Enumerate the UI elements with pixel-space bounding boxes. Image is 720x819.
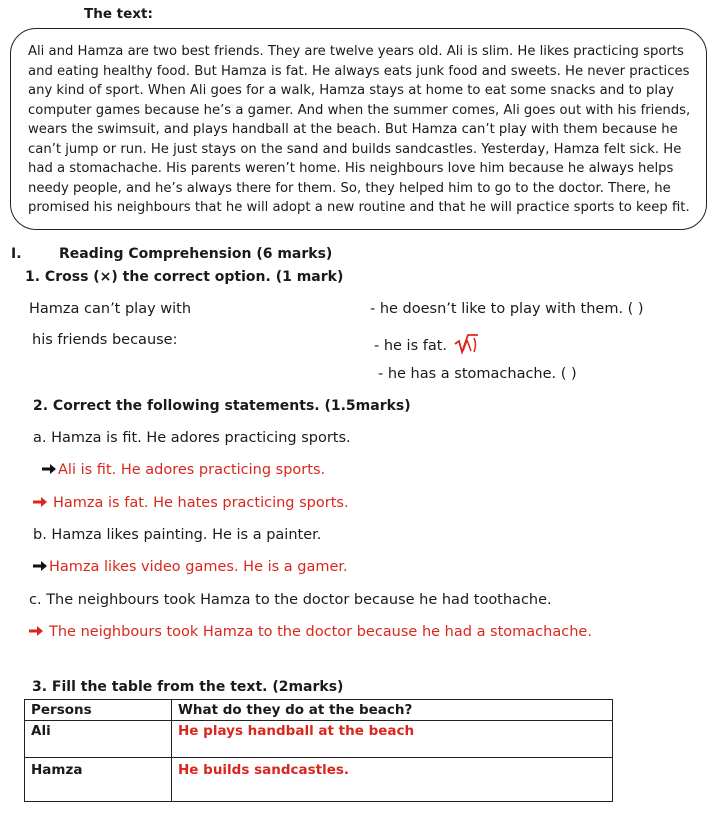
- table-row: [25, 721, 613, 758]
- q2-b-answer-text: Hamza likes video games. He is a gamer.: [49, 559, 348, 575]
- section-title: Reading Comprehension (6 marks): [59, 246, 333, 262]
- q2-a-answer-2-text: Hamza is fat. He hates practicing sports.: [53, 495, 349, 511]
- q1-option-2: [374, 332, 480, 356]
- q3-title: 3. Fill the table from the text. (2marks): [32, 679, 344, 695]
- page-title: The text:: [84, 6, 153, 22]
- q2-c-answer: [29, 624, 592, 640]
- q2-title: 2. Correct the following statements. (1.5marks): [33, 398, 411, 414]
- q2-b-statement: b. Hamza likes painting. He is a painter.: [33, 527, 322, 543]
- reading-passage: Ali and Hamza are two best friends. They are twelve years old. Ali is slim. He likes practicing sports and eating healthy food. But Hamza is fat. He always eats junk food and sweets. He never practices any kind of sport. When Ali goes for a walk, Hamza stays at home to eat some snacks and to play computer games because he’s a gamer. And when the summer comes, Ali goes out with his friends, wears the swimsuit, and plays handball at the beach. But Hamza can’t play with them because he can’t jump or run. He just stays on the sand and builds sandcastles. Yesterday, Hamza felt sick. He had a stomachache. His parents weren’t home. His neighbours love him because he always helps needy people, and he’s always there for them. So, they helped him to go to the doctor. There, he promised his neighbours that he will adopt a new routine and that he will practice sports to keep fit.: [28, 44, 691, 215]
- arrow-right-icon: [33, 496, 47, 508]
- q2-c-answer-text: The neighbours took Hamza to the doctor because he had a stomachache.: [49, 624, 592, 640]
- q1-option-3: - he has a stomachache. ( ): [378, 366, 577, 382]
- table-header-row: [25, 700, 613, 721]
- table-cell-answer: He plays handball at the beach: [172, 721, 613, 758]
- q2-a-statement: a. Hamza is fit. He adores practicing sports.: [33, 430, 351, 446]
- arrow-right-icon: [42, 463, 56, 475]
- q2-a-answer-1: [42, 462, 325, 478]
- checkmark-icon: [454, 332, 480, 356]
- q2-a-answer-2: [33, 495, 349, 511]
- section-numeral: I.: [11, 246, 22, 262]
- arrow-right-icon: [33, 560, 47, 572]
- table-cell-person: Ali: [25, 721, 172, 758]
- table-cell-answer: He builds sandcastles.: [172, 758, 613, 802]
- table-cell-person: Hamza: [25, 758, 172, 802]
- q1-option-1: - he doesn’t like to play with them. ( ): [370, 301, 644, 317]
- arrow-right-icon: [29, 625, 43, 637]
- q1-option-2-text: - he is fat.: [374, 338, 448, 354]
- fill-table: [24, 699, 613, 802]
- table-row: [25, 758, 613, 802]
- q1-stem-line2: his friends because:: [32, 332, 178, 348]
- q2-c-statement: c. The neighbours took Hamza to the doctor because he had toothache.: [29, 592, 552, 608]
- q2-a-answer-1-text: Ali is fit. He adores practicing sports.: [58, 462, 326, 478]
- table-header-persons: Persons: [25, 700, 172, 721]
- table-header-activity: What do they do at the beach?: [172, 700, 613, 721]
- q1-stem-line1: Hamza can’t play with: [29, 301, 192, 317]
- q1-title: 1. Cross (×) the correct option. (1 mark): [25, 269, 344, 285]
- q2-b-answer: [33, 559, 348, 575]
